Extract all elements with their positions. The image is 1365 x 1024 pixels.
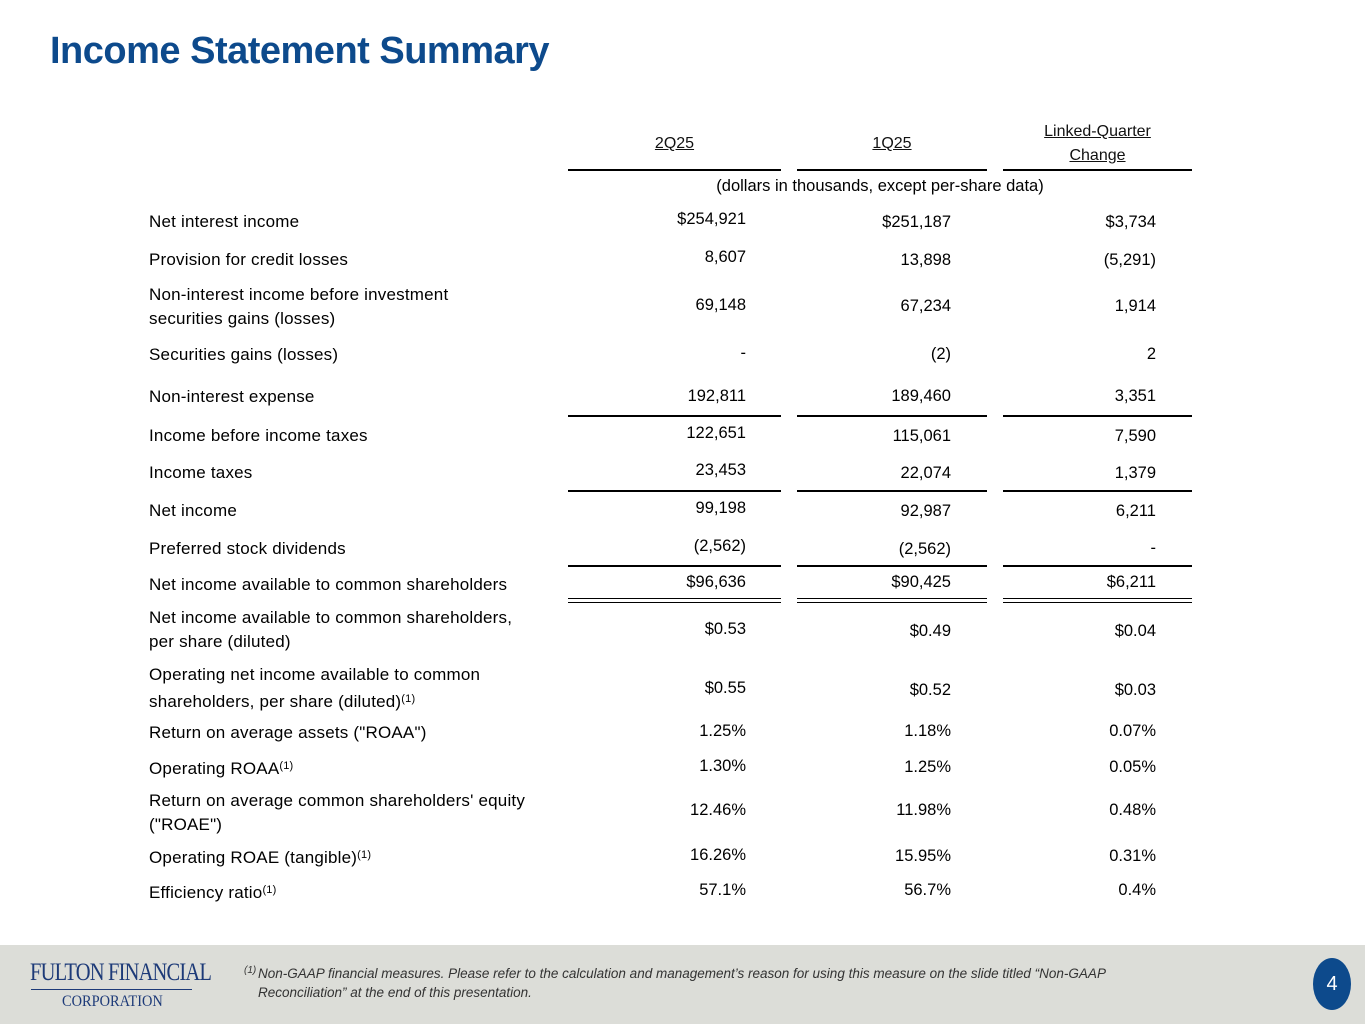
row-label: Securities gains (losses)	[149, 345, 339, 364]
row-label-text: Operating ROAE (tangible)	[149, 848, 358, 867]
value-2q25: 57.1%	[699, 881, 746, 899]
footnote-ref: (1)	[357, 849, 372, 861]
value-1q25: 115,061	[892, 427, 951, 445]
total-double-rule-2	[797, 598, 987, 603]
value-1q25: 56.7%	[904, 881, 951, 899]
row-label-line1: Non-interest income before investment	[149, 285, 449, 304]
footnote-mark: (1)	[244, 965, 257, 976]
value-1q25: 189,460	[891, 387, 951, 405]
row-label: Net interest income	[149, 212, 300, 231]
footnote-text	[258, 964, 1218, 1002]
page-title: Income Statement Summary	[50, 30, 550, 72]
row-label-text: Efficiency ratio	[149, 883, 263, 902]
value-2q25: 23,453	[695, 461, 746, 479]
value-change: $3,734	[1105, 213, 1156, 231]
subtotal-rule-1	[568, 415, 781, 417]
value-change: 1,914	[1114, 297, 1156, 315]
value-2q25: 1.30%	[699, 757, 746, 775]
subtotal-rule-2	[797, 415, 987, 417]
value-2q25: 99,198	[695, 499, 746, 517]
value-1q25: 11.98%	[896, 801, 951, 819]
value-2q25: $0.53	[704, 620, 746, 638]
value-1q25: 1.18%	[904, 722, 951, 740]
value-1q25: 67,234	[900, 297, 951, 315]
value-change: $0.04	[1114, 622, 1156, 640]
row-label: Preferred stock dividends	[149, 539, 346, 558]
row-label-text: Operating ROAA	[149, 759, 280, 778]
row-label-text: shareholders, per share (diluted)	[149, 692, 402, 711]
value-2q25: 69,148	[695, 296, 746, 314]
value-change: $6,211	[1106, 573, 1156, 591]
value-2q25: (2,562)	[693, 537, 746, 555]
header-rule-1	[568, 169, 781, 171]
value-2q25: 12.46%	[690, 801, 746, 819]
units-note: (dollars in thousands, except per-share data)	[716, 177, 1044, 195]
row-label: Non-interest expense	[149, 387, 315, 406]
subtotal-rule-1	[568, 565, 781, 567]
value-1q25: $90,425	[891, 573, 951, 591]
value-2q25: 192,811	[687, 387, 746, 405]
page-number-badge: 4	[1313, 958, 1351, 1010]
row-label-line1: Return on average common shareholders' equity	[149, 791, 526, 810]
value-1q25: $251,187	[882, 213, 951, 231]
value-1q25: 1.25%	[904, 758, 951, 776]
subtotal-rule-2	[797, 565, 987, 567]
total-double-rule-3	[1003, 598, 1192, 603]
value-1q25: 92,987	[900, 502, 951, 520]
footnote-line2: Reconciliation” at the end of this presentation.	[258, 985, 532, 1000]
value-2q25: 8,607	[704, 248, 746, 266]
value-change: (5,291)	[1103, 251, 1156, 269]
row-label	[149, 881, 579, 905]
value-1q25: 13,898	[900, 251, 951, 269]
header-rule-2	[797, 169, 987, 171]
value-change: 3,351	[1114, 387, 1156, 405]
value-change: -	[1150, 539, 1156, 557]
value-2q25: $254,921	[677, 210, 746, 228]
value-change: 7,590	[1114, 427, 1156, 445]
value-change: 0.05%	[1109, 758, 1156, 776]
subtotal-rule-3	[1003, 490, 1192, 492]
subtotal-rule-3	[1003, 415, 1192, 417]
column-header-2q25: 2Q25	[654, 135, 695, 152]
row-label-line1: Operating net income available to common	[149, 665, 481, 684]
footer-bar	[0, 945, 1365, 1024]
value-1q25: 15.95%	[895, 847, 951, 865]
value-2q25: -	[740, 344, 746, 362]
value-change: 0.07%	[1109, 722, 1156, 740]
subtotal-rule-3	[1003, 565, 1192, 567]
value-1q25: (2,562)	[898, 540, 951, 558]
company-logo-subtitle: CORPORATION	[62, 993, 163, 1010]
row-label: Income taxes	[149, 463, 253, 482]
footnote-line1: Non-GAAP financial measures. Please refer to the calculation and management’s reason for using this measure on the slide titled “Non-GAAP	[258, 966, 1106, 981]
value-change: 0.31%	[1109, 847, 1156, 865]
row-label-line2: per share (diluted)	[149, 632, 291, 651]
column-header-1q25: 1Q25	[872, 135, 912, 152]
footnote-ref: (1)	[401, 693, 416, 705]
footnote-ref: (1)	[279, 760, 294, 772]
value-2q25: $96,636	[686, 573, 746, 591]
row-label	[149, 846, 579, 870]
value-2q25: 122,651	[686, 424, 746, 442]
row-label: Net income	[149, 501, 237, 520]
value-2q25: $0.55	[704, 679, 746, 697]
row-label	[149, 757, 579, 781]
row-label: Income before income taxes	[149, 426, 368, 445]
value-change: 1,379	[1114, 464, 1156, 482]
column-header-linked-quarter-line2: Change	[1069, 147, 1126, 164]
row-label-line2: ("ROAE")	[149, 815, 223, 834]
value-1q25: 22,074	[900, 464, 951, 482]
value-change: $0.03	[1114, 681, 1156, 699]
value-change: 6,211	[1115, 502, 1156, 520]
column-header-linked-quarter-line1: Linked-Quarter	[1044, 123, 1151, 140]
value-change: 0.4%	[1118, 881, 1156, 899]
row-label: Net income available to common shareholders	[149, 575, 508, 594]
subtotal-rule-2	[797, 490, 987, 492]
value-1q25: (2)	[930, 345, 951, 363]
value-change: 0.48%	[1109, 801, 1156, 819]
value-2q25: 1.25%	[699, 722, 746, 740]
company-logo-name: FULTON FINANCIAL	[30, 959, 212, 986]
row-label: Return on average assets ("ROAA")	[149, 723, 427, 742]
row-label-line2: securities gains (losses)	[149, 309, 336, 328]
value-change: 2	[1146, 345, 1156, 363]
row-label: Provision for credit losses	[149, 250, 349, 269]
value-1q25: $0.49	[909, 622, 951, 640]
row-label-line1: Net income available to common shareholders,	[149, 608, 513, 627]
row-label-line2	[149, 690, 579, 714]
value-2q25: 16.26%	[690, 846, 746, 864]
total-double-rule-1	[568, 598, 781, 603]
header-rule-3	[1003, 169, 1192, 171]
company-logo-rule	[31, 989, 192, 990]
footnote-ref: (1)	[262, 884, 277, 896]
value-1q25: $0.52	[909, 681, 951, 699]
subtotal-rule-1	[568, 490, 781, 492]
